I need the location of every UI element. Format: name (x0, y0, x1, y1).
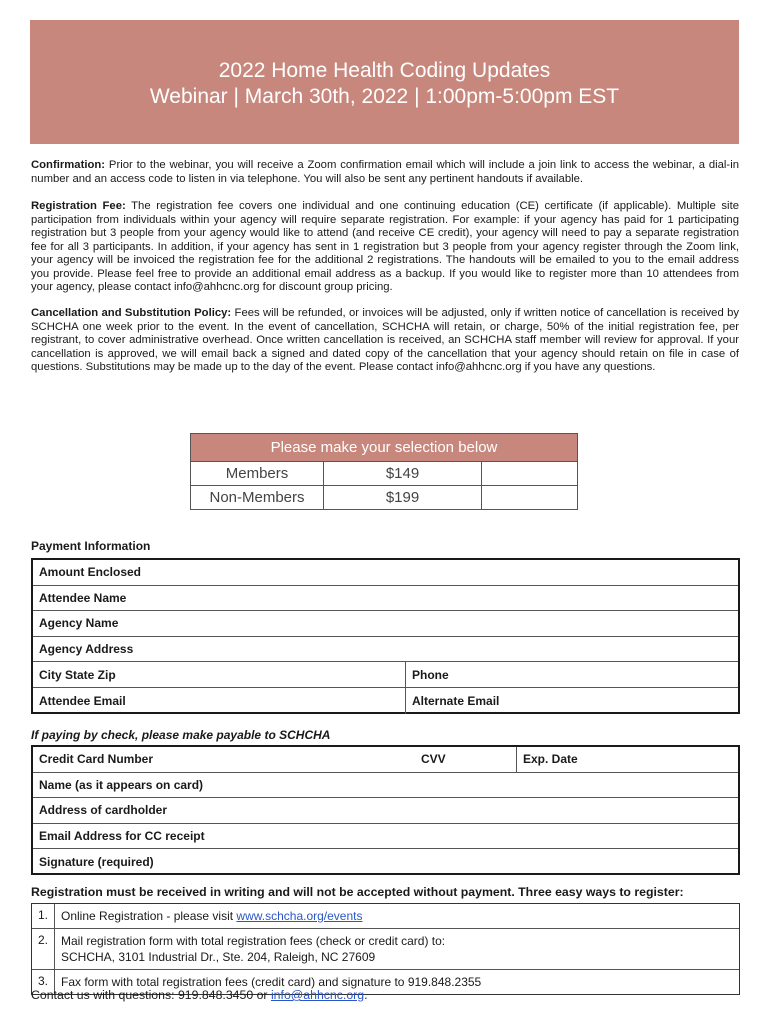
contact-suffix: . (364, 988, 368, 1002)
online-text: Online Registration - please visit (61, 909, 237, 923)
credit-card-form (31, 745, 740, 875)
amount-field[interactable] (33, 560, 738, 586)
fax-text: Fax form with total registration fees (credit card) and signature to 919.848.2355 (61, 975, 482, 989)
events-link[interactable]: www.schcha.org/events (236, 909, 363, 923)
agency-name-field[interactable] (33, 611, 738, 637)
payment-info-title: Payment Information (31, 539, 151, 553)
cardholder-address-label: Address of cardholder (39, 803, 168, 818)
non-members-label: Non-Members (191, 486, 324, 510)
receipt-email-field[interactable] (33, 824, 738, 850)
contact-text: Contact us with questions: 919.848.3450 or (31, 988, 271, 1002)
cancellation-paragraph (31, 307, 739, 375)
event-date: Webinar | March 30th, 2022 | 1:00pm-5:00pm EST (149, 85, 620, 108)
non-members-price: $199 (324, 486, 482, 510)
selection-row (191, 486, 578, 510)
card-number-row (33, 747, 738, 773)
mail-text: Mail registration form with total registration fees (check or credit card) to: (61, 934, 446, 948)
registration-methods (31, 903, 740, 995)
alternate-email-field[interactable]: Alternate Email (405, 688, 738, 714)
registration-instructions-title: Registration must be received in writing and will not be accepted without payment. Three easy ways to register: (31, 885, 684, 899)
signature-label: Signature (required) (39, 855, 154, 870)
payment-form (31, 558, 740, 714)
agency-address-label: Agency Address (39, 642, 134, 657)
phone-field[interactable]: Phone (405, 662, 738, 687)
city-state-zip-field[interactable]: City State Zip (39, 667, 116, 682)
city-phone-row (33, 662, 738, 688)
header-banner (30, 20, 739, 144)
card-number-field[interactable]: Credit Card Number (39, 752, 154, 767)
selection-table (190, 433, 578, 510)
receipt-email-label: Email Address for CC receipt (39, 829, 205, 844)
agency-address-field[interactable] (33, 637, 738, 663)
confirmation-paragraph (31, 159, 739, 186)
agency-name-label: Agency Name (39, 616, 119, 631)
cardholder-address-field[interactable] (33, 798, 738, 824)
exp-date-field[interactable]: Exp. Date (516, 747, 738, 772)
contact-line (31, 988, 368, 1002)
attendee-name-label: Attendee Name (39, 590, 127, 605)
item-number: 1. (32, 904, 55, 928)
selection-header: Please make your selection below (191, 434, 578, 462)
item-number: 3. (32, 970, 55, 994)
email-row (33, 688, 738, 714)
registration-fee-paragraph (31, 200, 739, 295)
mail-address: SCHCHA, 3101 Industrial Dr., Ste. 204, Raleigh, NC 27609 (61, 950, 376, 964)
cardholder-name-field[interactable] (33, 773, 738, 799)
check-payable-note: If paying by check, please make payable to SCHCHA (31, 728, 331, 742)
attendee-email-field[interactable]: Attendee Email (39, 693, 126, 708)
members-price: $149 (324, 462, 482, 486)
cvv-field[interactable]: CVV (421, 752, 446, 767)
members-label: Members (191, 462, 324, 486)
cardholder-name-label: Name (as it appears on card) (39, 777, 204, 792)
members-checkbox[interactable] (482, 462, 578, 486)
attendee-name-field[interactable] (33, 586, 738, 612)
non-members-checkbox[interactable] (482, 486, 578, 510)
amount-label: Amount Enclosed (39, 565, 142, 580)
event-title: 2022 Home Health Coding Updates (218, 59, 551, 82)
registration-fee-heading: Registration Fee: (31, 200, 126, 212)
item-number: 2. (32, 929, 55, 969)
confirmation-heading: Confirmation: (31, 159, 106, 171)
list-item (32, 929, 739, 970)
signature-field[interactable] (33, 849, 738, 875)
list-item (32, 904, 739, 929)
cancellation-heading: Cancellation and Substitution Policy: (31, 307, 232, 319)
registration-fee-text: The registration fee covers one individual and one continuing education (CE) certificate (if applicable). Multiple site participation from individuals within your agency will require separate registration. For example: if your agency has paid for 1 participating registration but 3 people from your agency would like to attend (and receive CE credit), your agency will need to pay a separate registration fee for all 3 participants. In addition, if your agency has sent in 1 registration but 3 people from your agency register through the Zoom link, your agency will be invoiced the registration fee for the additional 2 registrations. The handouts will be emailed to you to the email address you provide. Please feel free to provide an additional email address as a backup. If you would like to register more than 10 attendees from your agency, please contact info@ahhcnc.org for discount group pricing. (31, 200, 739, 293)
selection-row (191, 462, 578, 486)
cancellation-text: Fees will be refunded, or invoices will be adjusted, only if written notice of cancellation is received by SCHCHA one week prior to the event. In the event of cancellation, SCHCHA will retain, or charge, 50% of the initial registration fee, per registrant, to cover administrative overhead. Once written cancellation is received, an SCHCHA staff member will review for approval. If your cancellation is approved, we will email back a signed and dated copy of the cancellation that your agency should retain on file in case of questions. Substitutions may be made up to the day of the event. Please contact info@ahhcnc.org if you have any questions. (31, 307, 740, 373)
contact-email-link[interactable]: info@ahhcnc.org (270, 988, 365, 1002)
confirmation-text: Prior to the webinar, you will receive a Zoom confirmation email which will include a join link to access the webinar, a dial-in number and an access code to listen in via telephone. You will also be sent any pertinent handouts if available. (31, 159, 739, 185)
